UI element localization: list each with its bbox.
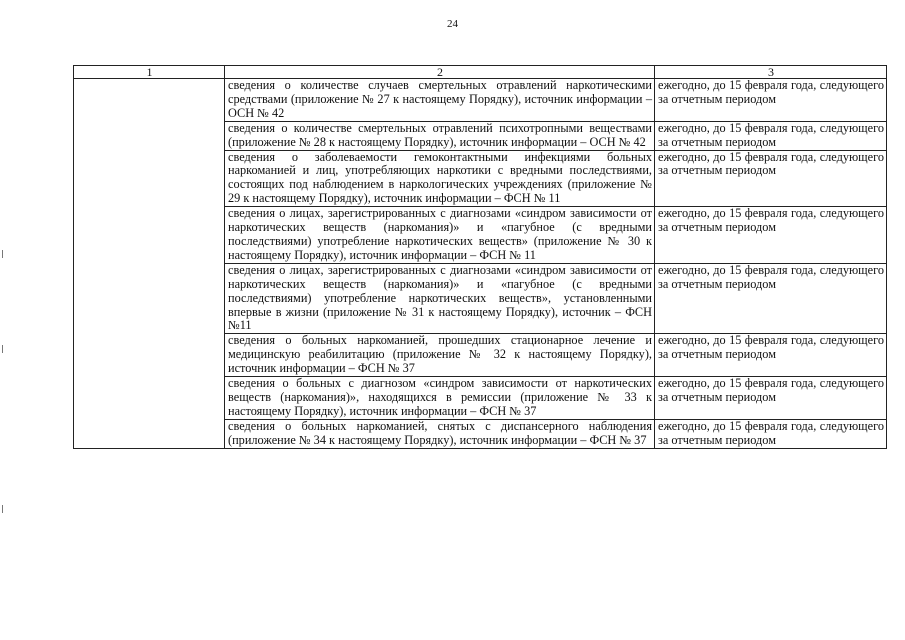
table-row — [74, 79, 887, 122]
row-description: сведения о больных наркоманией, прошедших стационарное лечение и медицинскую реабилитацию (приложение № 32 к настоящему Порядку), источник информации – ФСН № 37 — [225, 334, 655, 377]
row-description: сведения о количестве случаев смертельных отравлений наркотическими средствами (приложение № 27 к настоящему Порядку), источник информации – ОСН № 42 — [225, 79, 655, 122]
scan-margin-mark — [2, 250, 3, 258]
column-header-3: 3 — [655, 66, 887, 79]
column-1-empty-cell — [74, 79, 225, 449]
scan-margin-mark — [2, 345, 3, 353]
row-description: сведения о больных с диагнозом «синдром зависимости от наркотических веществ (наркомания)», находящихся в ремиссии (приложение № 33 к настоящему Порядку), источник информации – ФСН № 37 — [225, 377, 655, 420]
row-period: ежегодно, до 15 февраля года, следующего за отчетным периодом — [655, 121, 887, 150]
row-period: ежегодно, до 15 февраля года, следующего за отчетным периодом — [655, 207, 887, 264]
row-description: сведения о лицах, зарегистрированных с диагнозами «синдром зависимости от наркотических веществ (наркомания)» и «пагубное (с вредными последствиями) употребление наркотических веществ» (приложение № 30 к настоящему Порядку), источник информации – ФСН № 11 — [225, 207, 655, 264]
row-description: сведения о количестве смертельных отравлений психотропными веществами (приложение № 28 к настоящему Порядку), источник информации – ОСН № 42 — [225, 121, 655, 150]
row-period: ежегодно, до 15 февраля года, следующего за отчетным периодом — [655, 150, 887, 207]
row-period: ежегодно, до 15 февраля года, следующего за отчетным периодом — [655, 79, 887, 122]
row-description: сведения о больных наркоманией, снятых с диспансерного наблюдения (приложение № 34 к настоящему Порядку), источник информации – ФСН № 37 — [225, 419, 655, 448]
scan-margin-mark — [2, 505, 3, 513]
page-number: 24 — [447, 18, 458, 30]
row-period: ежегодно, до 15 февраля года, следующего за отчетным периодом — [655, 377, 887, 420]
column-header-2: 2 — [225, 66, 655, 79]
row-description: сведения о заболеваемости гемоконтактными инфекциями больных наркоманией и лиц, употребляющих наркотики с вредными последствиями, состоящих под наблюдением в наркологических учреждениях (приложение № 29 к настоящему Порядку), источник информации – ФСН № 11 — [225, 150, 655, 207]
row-period: ежегодно, до 15 февраля года, следующего за отчетным периодом — [655, 334, 887, 377]
document-table — [73, 65, 887, 449]
column-header-1: 1 — [74, 66, 225, 79]
row-period: ежегодно, до 15 февраля года, следующего за отчетным периодом — [655, 419, 887, 448]
table-header-row — [74, 66, 887, 79]
row-description: сведения о лицах, зарегистрированных с диагнозами «синдром зависимости от наркотических веществ (наркомания)» и «пагубное (с вредными последствиями) употребление наркотических веществ», установленными впервые в жизни (приложение № 31 к настоящему Порядку), источник – ФСН №11 — [225, 263, 655, 334]
row-period: ежегодно, до 15 февраля года, следующего за отчетным периодом — [655, 263, 887, 334]
